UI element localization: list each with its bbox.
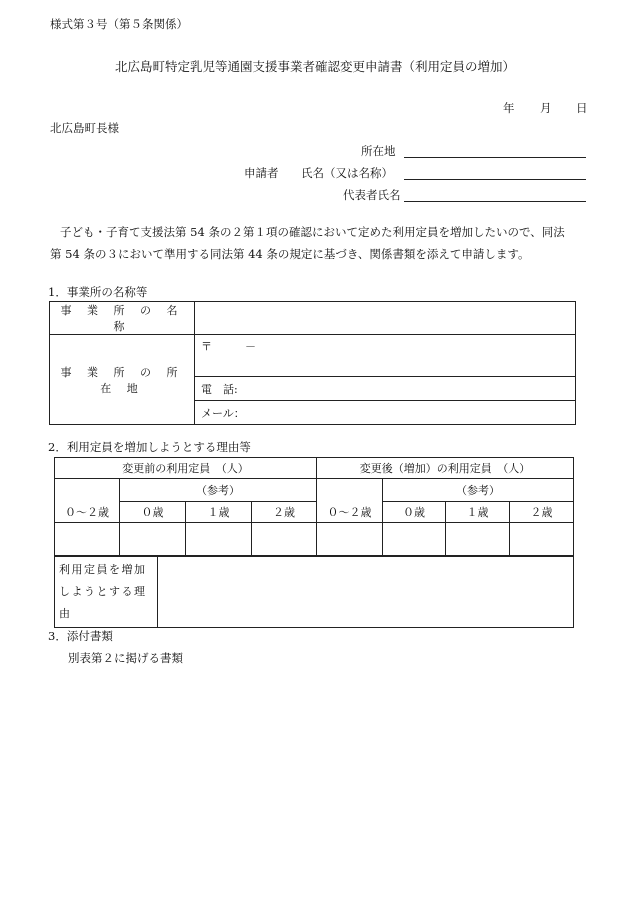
phone-label: 電 話: [201,382,238,396]
before-header: 変更前の利用定員 （人） [55,458,317,479]
representative-field[interactable] [404,201,586,202]
after-value-2[interactable] [510,523,574,556]
postal-label: 〒 － [201,340,256,353]
after-age-1: １歳 [446,502,510,523]
section2-heading: 2．利用定員を増加しようとする理由等 [48,440,251,454]
after-header: 変更後（増加）の利用定員 （人） [317,458,574,479]
body-line-2: 第 54 条の３において準用する同法第 44 条の規定に基づき、関係書類を添えて申請します。 [50,247,530,261]
attachments-text: 別表第２に掲げる書類 [68,651,183,665]
section3-heading: 3．添付書類 [48,629,113,643]
after-age-0-2: ０～２歳 [317,502,383,523]
facility-table [49,301,576,425]
before-value-2[interactable] [252,523,317,556]
date-day: 日 [576,101,588,115]
mail-field[interactable] [195,401,576,425]
addressee: 北広島町長様 [50,121,119,135]
body-line-1: 子ども・子育て支援法第 54 条の２第１項の確認において定めた利用定員を増加したいので、同法 [60,225,565,239]
postal-field[interactable] [195,335,576,377]
after-spacer [317,479,383,502]
after-age-0: ０歳 [383,502,446,523]
facility-name-field[interactable] [195,302,576,335]
address-field[interactable] [404,157,586,158]
before-age-2: ２歳 [252,502,317,523]
phone-field[interactable] [195,377,576,401]
section1-heading: 1．事業所の名称等 [48,285,148,299]
reason-label: 利用定員を増加しようとする理由 [55,557,158,628]
before-age-0: ０歳 [120,502,186,523]
before-age-1: １歳 [186,502,252,523]
after-value-0-2[interactable] [317,523,383,556]
name-label: 氏名（又は名称） [301,166,393,180]
capacity-table [54,457,574,556]
applicant-label: 申請者 [244,166,279,180]
after-value-1[interactable] [446,523,510,556]
page-title: 北広島町特定乳児等通園支援事業者確認変更申請書（利用定員の増加） [114,59,515,74]
after-age-2: ２歳 [510,502,574,523]
before-spacer [55,479,120,502]
date-year: 年 [503,101,515,115]
after-value-0[interactable] [383,523,446,556]
facility-address-label: 事 業 所 の 所 在 地 [50,335,195,425]
before-reference: （参考） [120,479,317,502]
address-label: 所在地 [361,144,396,158]
after-reference: （参考） [383,479,574,502]
reason-field[interactable] [158,557,574,628]
date-month: 月 [540,101,552,115]
before-value-0[interactable] [120,523,186,556]
facility-name-label: 事 業 所 の 名 称 [50,302,195,335]
form-number: 様式第３号（第５条関係） [50,17,188,31]
before-age-0-2: ０～２歳 [55,502,120,523]
before-value-0-2[interactable] [55,523,120,556]
before-value-1[interactable] [186,523,252,556]
representative-label: 代表者氏名 [343,188,401,202]
reason-table [54,556,574,628]
name-field[interactable] [404,179,586,180]
mail-label: メール： [201,406,245,420]
